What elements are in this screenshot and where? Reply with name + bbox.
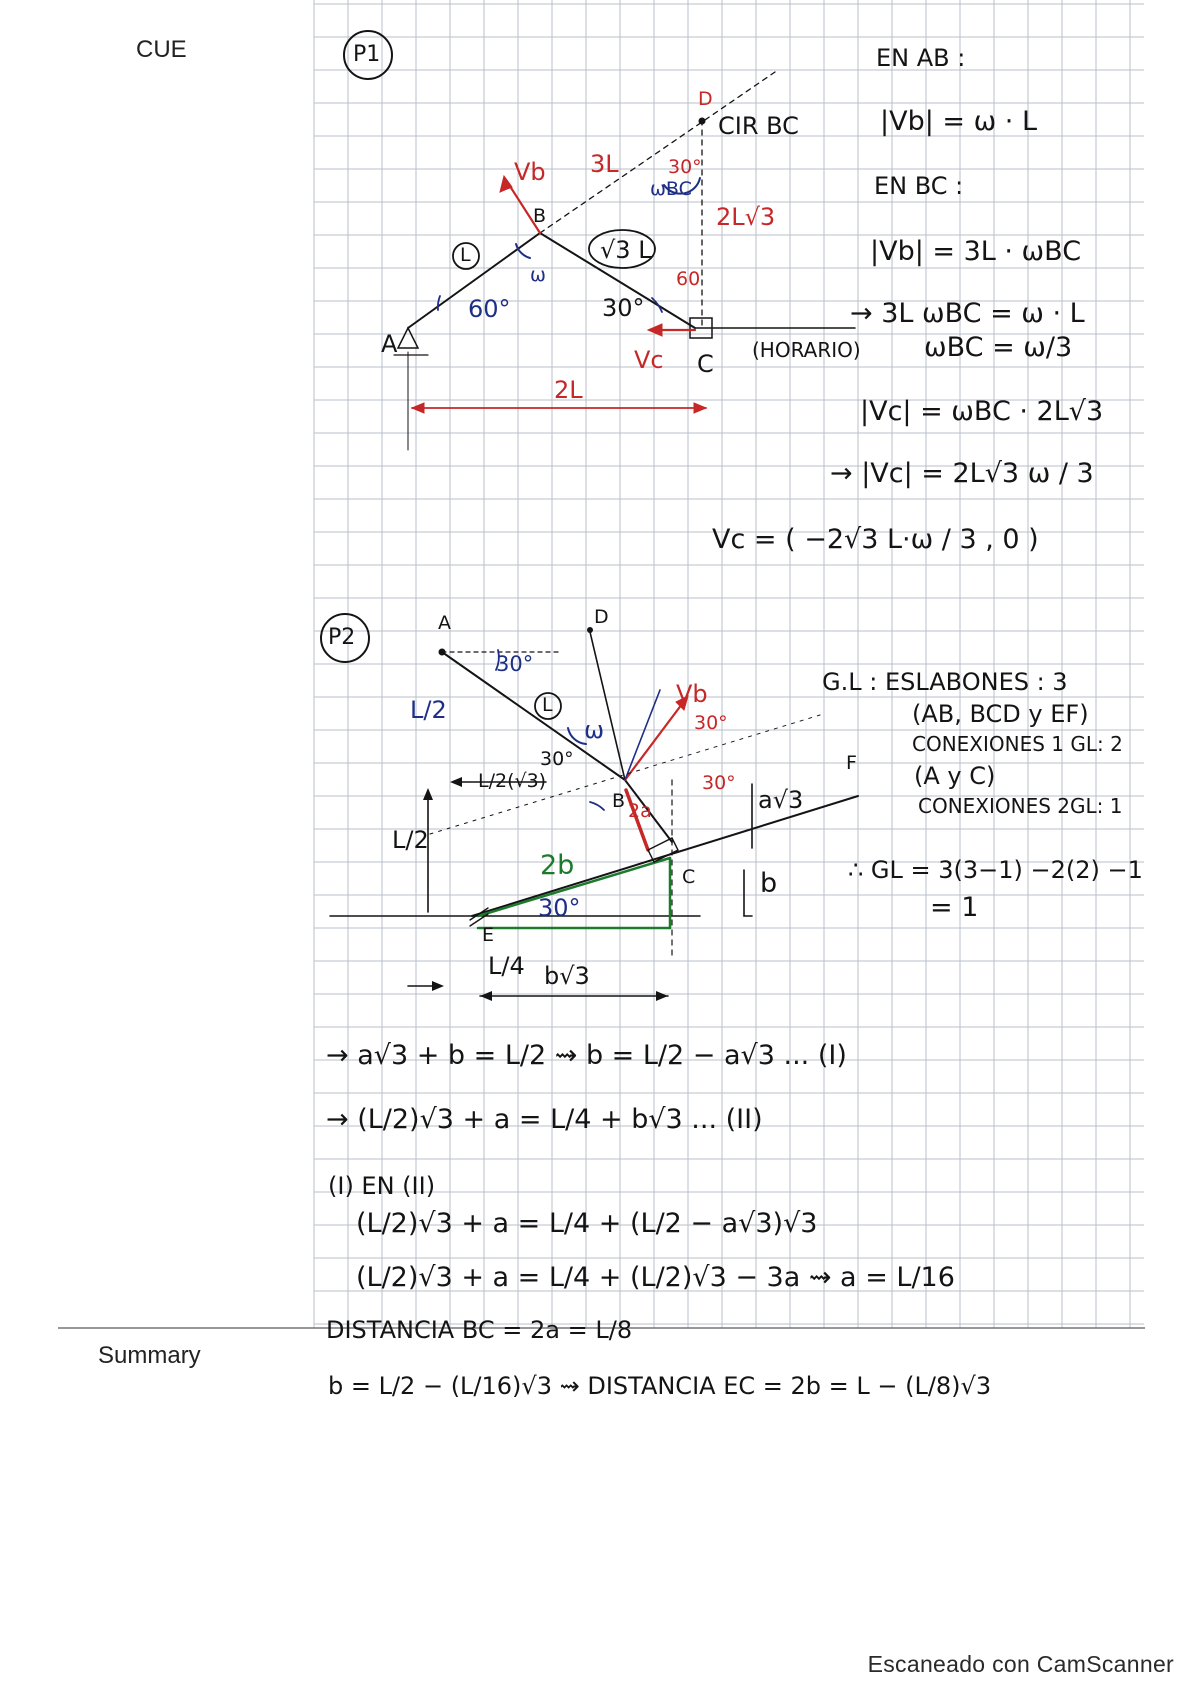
p2-gl-2: (AB, BCD y EF)	[912, 700, 1089, 728]
p1-60-a: 60°	[468, 295, 511, 323]
p1-2l-label: 2L	[554, 376, 583, 404]
p1-support-a	[398, 328, 418, 348]
p1-vc-label: Vc	[634, 346, 664, 374]
p2-eq-1: → a√3 + b = L/2 ⇝ b = L/2 − a√3 ... (I)	[326, 1040, 847, 1071]
p2-eq-3: (I) EN (II)	[328, 1172, 436, 1200]
p2-b-sqrt3: b√3	[544, 962, 590, 990]
p2-slider-block	[648, 838, 678, 862]
p1-30-c: 30°	[602, 294, 645, 322]
p2-l-half: L/2	[410, 696, 447, 724]
p2-b: b	[760, 868, 778, 899]
p2-l-half-left: L/2	[392, 826, 429, 854]
p1-omega-bc: ωBC	[650, 178, 692, 200]
p2-point-b: B	[612, 790, 626, 812]
p1-en-ab: EN AB :	[876, 44, 966, 72]
p2-circle-l-text: L	[542, 694, 553, 716]
p2-30-a: 30°	[496, 652, 534, 676]
p2-gl-7: = 1	[930, 892, 979, 923]
p1-vc-vec: Vc = ( −2√3 L·ω / 3 , 0 )	[712, 524, 1039, 555]
p2-tag: P2	[328, 625, 356, 650]
p2-gl-1: G.L : ESLABONES : 3	[822, 668, 1068, 696]
p2-2a: 2a	[628, 800, 652, 822]
p2-30-b: 30°	[540, 748, 574, 770]
p2-30-e: 30°	[538, 894, 581, 922]
p1-vb-eq2: |Vb| = 3L · ωBC	[870, 236, 1082, 267]
p2-30-vb: 30°	[694, 712, 728, 734]
cue-label: CUE	[136, 36, 187, 63]
p1-step2: ωBC = ω/3	[924, 332, 1073, 363]
p1-vc-eq: |Vc| = ωBC · 2L√3	[860, 396, 1104, 427]
p1-vb-label: Vb	[514, 158, 546, 186]
p1-3l-label: 3L	[590, 150, 619, 178]
p1-vc-res: → |Vc| = 2L√3 ω / 3	[830, 458, 1094, 489]
p2-l-half-sqrt3: L/2(√3)	[478, 770, 547, 792]
p2-eq-5: (L/2)√3 + a = L/4 + (L/2)√3 − 3a ⇝ a = L/16	[356, 1262, 955, 1293]
p1-point-d: D	[698, 88, 713, 110]
p2-30-r: 30°	[702, 772, 736, 794]
p2-omega: ω	[584, 716, 605, 744]
p1-step1: → 3L ωBC = ω · L	[850, 298, 1085, 329]
p1-cir-label: CIR BC	[718, 112, 799, 140]
p2-point-a: A	[438, 612, 451, 634]
camscanner-footer: Escaneado con CamScanner	[867, 1651, 1174, 1677]
p1-point-b: B	[533, 205, 547, 227]
p1-2l3-label: 2L√3	[716, 203, 776, 231]
p1-point-a: A	[381, 330, 398, 358]
p2-gl-5: CONEXIONES 2GL: 1	[918, 794, 1123, 818]
p1-sqrt3l: √3 L	[600, 236, 652, 264]
p2-point-f: F	[846, 752, 857, 774]
p1-60-c: 60	[676, 268, 701, 290]
p1-point-c: C	[697, 350, 714, 378]
p2-eq-2: → (L/2)√3 + a = L/4 + b√3 ... (II)	[326, 1104, 763, 1135]
p2-gl-3: CONEXIONES 1 GL: 2	[912, 732, 1123, 756]
p2-2b: 2b	[540, 850, 575, 881]
summary-label: Summary	[98, 1342, 201, 1369]
p2-vb-arrow	[625, 700, 685, 780]
p1-vb-eq: |Vb| = ω · L	[880, 106, 1037, 137]
p2-vb-label: Vb	[676, 680, 708, 708]
p1-point-d	[699, 118, 706, 125]
p1-30-top: 30°	[668, 156, 702, 178]
p2-point-d: D	[594, 606, 609, 628]
p2-gl-6: ∴ GL = 3(3−1) −2(2) −1	[848, 856, 1143, 884]
p2-l-quarter: L/4	[488, 952, 525, 980]
p2-a-sqrt3: a√3	[758, 786, 804, 814]
p1-circle-l-text: L	[460, 244, 471, 266]
p2-eq-6: DISTANCIA BC = 2a = L/8	[326, 1316, 633, 1344]
p1-tag: P1	[353, 42, 381, 67]
p2-point-c: C	[682, 866, 696, 888]
p1-en-bc: EN BC :	[874, 172, 964, 200]
p2-eq-7: b = L/2 − (L/16)√3 ⇝ DISTANCIA EC = 2b = L − (L/8)√3	[328, 1372, 992, 1400]
p1-horario: (HORARIO)	[752, 338, 861, 362]
p2-eq-4: (L/2)√3 + a = L/4 + (L/2 − a√3)√3	[356, 1208, 818, 1239]
p1-omega: ω	[530, 264, 546, 286]
p2-gl-4: (A y C)	[914, 762, 996, 790]
p2-point-e: E	[482, 924, 495, 946]
